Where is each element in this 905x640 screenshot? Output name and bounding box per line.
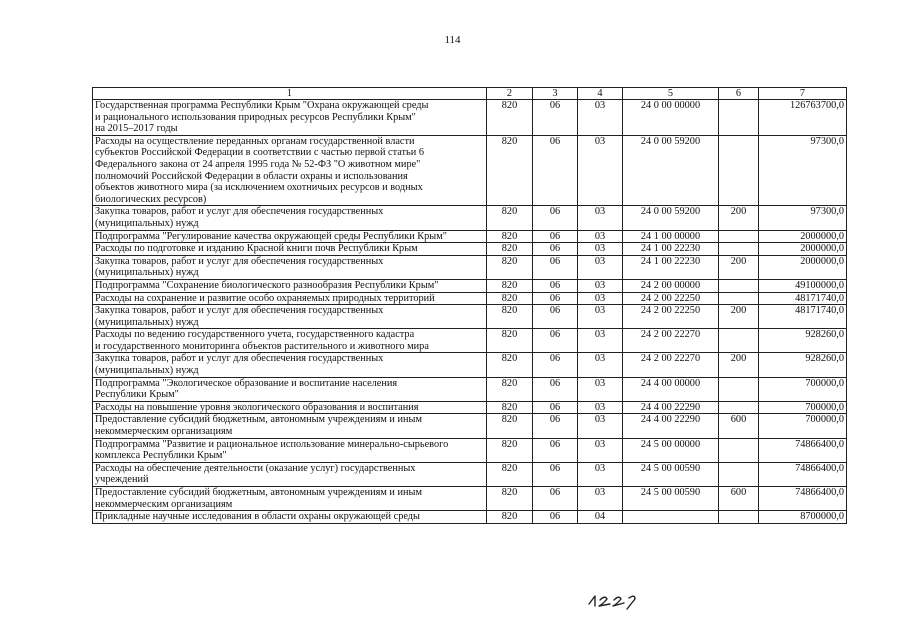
row-admin-code-cell: 820 <box>487 438 533 462</box>
row-target-article-cell: 24 4 00 00000 <box>623 377 719 401</box>
row-section-cell: 06 <box>533 206 578 230</box>
row-expense-type-cell: 200 <box>719 255 759 279</box>
table-row <box>93 135 847 206</box>
row-admin-code-cell: 820 <box>487 377 533 401</box>
row-name-cell: Прикладные научные исследования в области охраны окружающей среды <box>93 511 487 524</box>
row-amount-cell: 700000,0 <box>759 401 847 414</box>
row-section-cell: 06 <box>533 511 578 524</box>
row-name-cell: Подпрограмма "Регулирование качества окружающей среды Республики Крым" <box>93 230 487 243</box>
row-subsection-cell: 03 <box>578 135 623 206</box>
row-amount-cell: 928260,0 <box>759 329 847 353</box>
row-admin-code-cell: 820 <box>487 100 533 136</box>
row-amount-cell: 97300,0 <box>759 206 847 230</box>
row-amount-cell: 8700000,0 <box>759 511 847 524</box>
row-admin-code-cell: 820 <box>487 135 533 206</box>
row-target-article-cell: 24 1 00 00000 <box>623 230 719 243</box>
row-amount-cell: 2000000,0 <box>759 243 847 256</box>
row-subsection-cell: 03 <box>578 487 623 511</box>
row-expense-type-cell <box>719 292 759 305</box>
row-amount-cell: 700000,0 <box>759 414 847 438</box>
header-cell: 3 <box>533 88 578 100</box>
row-subsection-cell: 03 <box>578 243 623 256</box>
row-admin-code-cell: 820 <box>487 353 533 377</box>
row-target-article-cell: 24 2 00 22250 <box>623 305 719 329</box>
row-admin-code-cell: 820 <box>487 329 533 353</box>
table-row <box>93 279 847 292</box>
row-subsection-cell: 03 <box>578 206 623 230</box>
row-amount-cell: 2000000,0 <box>759 230 847 243</box>
row-subsection-cell: 03 <box>578 353 623 377</box>
row-target-article-cell <box>623 511 719 524</box>
row-target-article-cell: 24 2 00 22270 <box>623 329 719 353</box>
row-amount-cell: 49100000,0 <box>759 279 847 292</box>
row-target-article-cell: 24 5 00 00590 <box>623 487 719 511</box>
row-section-cell: 06 <box>533 305 578 329</box>
row-subsection-cell: 03 <box>578 329 623 353</box>
row-amount-cell: 928260,0 <box>759 353 847 377</box>
table-row <box>93 243 847 256</box>
row-target-article-cell: 24 5 00 00590 <box>623 462 719 486</box>
row-target-article-cell: 24 5 00 00000 <box>623 438 719 462</box>
row-expense-type-cell: 600 <box>719 414 759 438</box>
row-admin-code-cell: 820 <box>487 279 533 292</box>
table-row <box>93 401 847 414</box>
row-target-article-cell: 24 2 00 22250 <box>623 292 719 305</box>
row-section-cell: 06 <box>533 135 578 206</box>
row-name-cell: Расходы на сохранение и развитие особо охраняемых природных территорий <box>93 292 487 305</box>
row-amount-cell: 74866400,0 <box>759 438 847 462</box>
row-name-cell: Предоставление субсидий бюджетным, автономным учреждениям и иным некоммерческим организациям <box>93 414 487 438</box>
row-expense-type-cell <box>719 243 759 256</box>
row-name-cell: Государственная программа Республики Крым "Охрана окружающей среды и рационального использования природных ресурсов Республики Крым" на 2015–2017 годы <box>93 100 487 136</box>
row-subsection-cell: 03 <box>578 401 623 414</box>
header-cell: 7 <box>759 88 847 100</box>
row-expense-type-cell: 600 <box>719 487 759 511</box>
row-expense-type-cell <box>719 401 759 414</box>
row-name-cell: Расходы на обеспечение деятельности (оказание услуг) государственных учреждений <box>93 462 487 486</box>
row-section-cell: 06 <box>533 329 578 353</box>
row-amount-cell: 126763700,0 <box>759 100 847 136</box>
page-number: 114 <box>444 34 461 46</box>
row-expense-type-cell: 200 <box>719 353 759 377</box>
row-subsection-cell: 03 <box>578 230 623 243</box>
row-admin-code-cell: 820 <box>487 487 533 511</box>
row-expense-type-cell <box>719 438 759 462</box>
table-row <box>93 305 847 329</box>
row-section-cell: 06 <box>533 292 578 305</box>
row-section-cell: 06 <box>533 255 578 279</box>
row-subsection-cell: 03 <box>578 100 623 136</box>
row-target-article-cell: 24 2 00 00000 <box>623 279 719 292</box>
row-subsection-cell: 03 <box>578 462 623 486</box>
table-row <box>93 255 847 279</box>
table-header-row <box>93 88 847 100</box>
row-amount-cell: 48171740,0 <box>759 305 847 329</box>
header-cell: 6 <box>719 88 759 100</box>
header-cell: 1 <box>93 88 487 100</box>
table-row <box>93 230 847 243</box>
row-section-cell: 06 <box>533 438 578 462</box>
header-cell: 2 <box>487 88 533 100</box>
table-row <box>93 377 847 401</box>
row-name-cell: Расходы по подготовке и изданию Красной книги почв Республики Крым <box>93 243 487 256</box>
row-section-cell: 06 <box>533 100 578 136</box>
row-target-article-cell: 24 0 00 59200 <box>623 135 719 206</box>
row-amount-cell: 74866400,0 <box>759 462 847 486</box>
row-section-cell: 06 <box>533 377 578 401</box>
row-name-cell: Подпрограмма "Развитие и рациональное использование минерально-сырьевого комплекса Республики Крым" <box>93 438 487 462</box>
row-admin-code-cell: 820 <box>487 243 533 256</box>
row-amount-cell: 48171740,0 <box>759 292 847 305</box>
row-amount-cell: 97300,0 <box>759 135 847 206</box>
row-target-article-cell: 24 0 00 59200 <box>623 206 719 230</box>
row-expense-type-cell: 200 <box>719 206 759 230</box>
row-name-cell: Расходы на осуществление переданных органам государственной власти субъектов Российской Федерации в соответствии с частью первой статьи 6 Федерального закона от 24 апреля 1995 года № 52-ФЗ "О животном мире" полномочий Российской Федерации в области охраны и использования объектов животного мира (за исключением охотничьих ресурсов и водных биологических ресурсов) <box>93 135 487 206</box>
row-section-cell: 06 <box>533 353 578 377</box>
row-subsection-cell: 04 <box>578 511 623 524</box>
row-subsection-cell: 03 <box>578 438 623 462</box>
row-subsection-cell: 03 <box>578 414 623 438</box>
header-cell: 4 <box>578 88 623 100</box>
row-name-cell: Подпрограмма "Сохранение биологического разнообразия Республики Крым" <box>93 279 487 292</box>
table-row <box>93 511 847 524</box>
row-expense-type-cell: 200 <box>719 305 759 329</box>
row-section-cell: 06 <box>533 414 578 438</box>
row-section-cell: 06 <box>533 243 578 256</box>
row-admin-code-cell: 820 <box>487 305 533 329</box>
row-subsection-cell: 03 <box>578 279 623 292</box>
row-name-cell: Закупка товаров, работ и услуг для обеспечения государственных (муниципальных) нужд <box>93 206 487 230</box>
row-admin-code-cell: 820 <box>487 511 533 524</box>
row-target-article-cell: 24 4 00 22290 <box>623 401 719 414</box>
row-name-cell: Расходы на повышение уровня экологического образования и воспитания <box>93 401 487 414</box>
row-amount-cell: 700000,0 <box>759 377 847 401</box>
row-name-cell: Закупка товаров, работ и услуг для обеспечения государственных (муниципальных) нужд <box>93 305 487 329</box>
budget-table <box>92 87 847 524</box>
handwritten-note <box>583 588 653 610</box>
row-subsection-cell: 03 <box>578 377 623 401</box>
row-target-article-cell: 24 2 00 22270 <box>623 353 719 377</box>
row-amount-cell: 2000000,0 <box>759 255 847 279</box>
row-target-article-cell: 24 0 00 00000 <box>623 100 719 136</box>
row-target-article-cell: 24 1 00 22230 <box>623 255 719 279</box>
table-row <box>93 292 847 305</box>
row-section-cell: 06 <box>533 462 578 486</box>
row-expense-type-cell <box>719 279 759 292</box>
row-name-cell: Подпрограмма "Экологическое образование и воспитание населения Республики Крым" <box>93 377 487 401</box>
header-cell: 5 <box>623 88 719 100</box>
row-amount-cell: 74866400,0 <box>759 487 847 511</box>
table-row <box>93 414 847 438</box>
row-expense-type-cell <box>719 135 759 206</box>
row-expense-type-cell <box>719 377 759 401</box>
row-expense-type-cell <box>719 100 759 136</box>
row-expense-type-cell <box>719 511 759 524</box>
row-section-cell: 06 <box>533 401 578 414</box>
table-row <box>93 100 847 136</box>
row-section-cell: 06 <box>533 487 578 511</box>
row-expense-type-cell <box>719 329 759 353</box>
row-expense-type-cell <box>719 462 759 486</box>
table-row <box>93 329 847 353</box>
table-row <box>93 487 847 511</box>
row-admin-code-cell: 820 <box>487 401 533 414</box>
row-target-article-cell: 24 4 00 22290 <box>623 414 719 438</box>
table-row <box>93 353 847 377</box>
row-admin-code-cell: 820 <box>487 414 533 438</box>
row-section-cell: 06 <box>533 230 578 243</box>
table-row <box>93 206 847 230</box>
row-subsection-cell: 03 <box>578 292 623 305</box>
row-admin-code-cell: 820 <box>487 206 533 230</box>
row-admin-code-cell: 820 <box>487 230 533 243</box>
row-admin-code-cell: 820 <box>487 462 533 486</box>
row-expense-type-cell <box>719 230 759 243</box>
row-section-cell: 06 <box>533 279 578 292</box>
table-row <box>93 438 847 462</box>
row-admin-code-cell: 820 <box>487 292 533 305</box>
table-row <box>93 462 847 486</box>
row-admin-code-cell: 820 <box>487 255 533 279</box>
row-name-cell: Расходы по ведению государственного учета, государственного кадастра и государственного мониторинга объектов растительного и животного мира <box>93 329 487 353</box>
row-subsection-cell: 03 <box>578 255 623 279</box>
row-subsection-cell: 03 <box>578 305 623 329</box>
row-name-cell: Закупка товаров, работ и услуг для обеспечения государственных (муниципальных) нужд <box>93 255 487 279</box>
row-target-article-cell: 24 1 00 22230 <box>623 243 719 256</box>
row-name-cell: Предоставление субсидий бюджетным, автономным учреждениям и иным некоммерческим организациям <box>93 487 487 511</box>
row-name-cell: Закупка товаров, работ и услуг для обеспечения государственных (муниципальных) нужд <box>93 353 487 377</box>
